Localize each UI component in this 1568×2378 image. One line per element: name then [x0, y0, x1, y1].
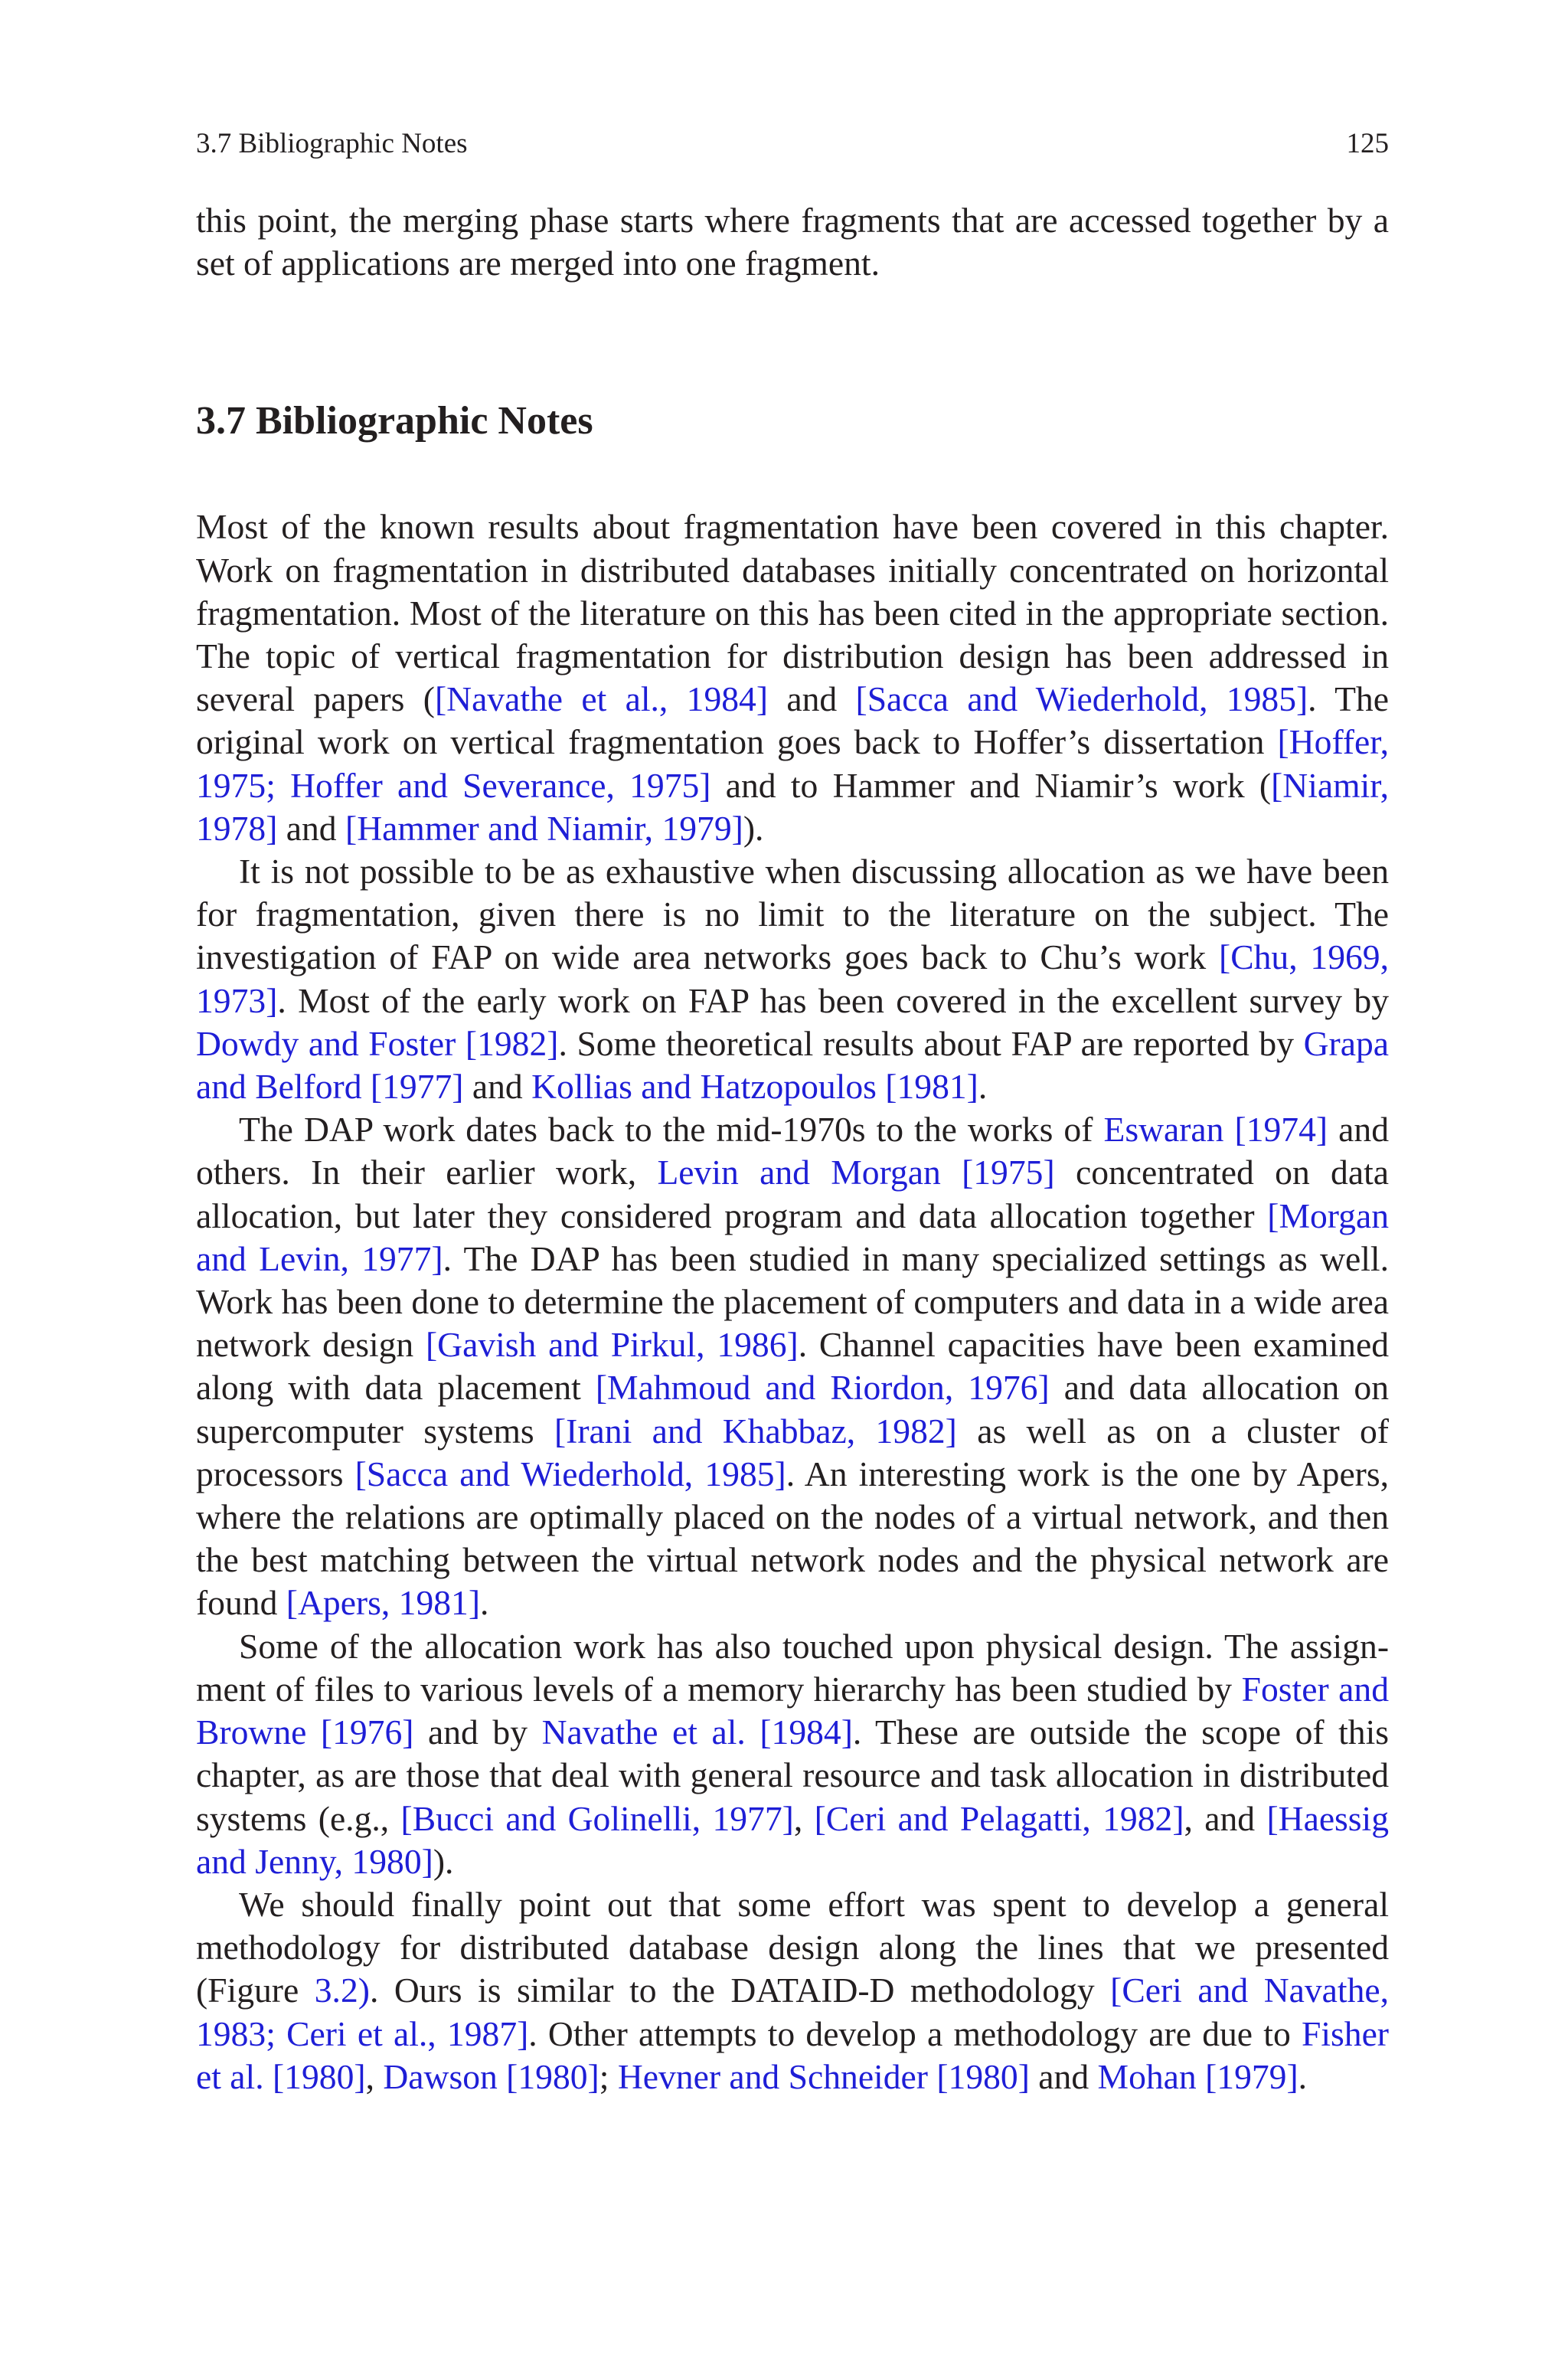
citation-link[interactable]: Mohan [1979]: [1097, 2056, 1298, 2096]
paragraph-text: ).: [743, 808, 764, 848]
body-paragraph: [196, 850, 1389, 1108]
citation-link[interactable]: Grapa and Belford [1977]: [196, 1023, 1389, 1107]
citation-link[interactable]: [Ceri and Pelagatti, 1982]: [814, 1798, 1184, 1838]
citation-link[interactable]: [Navathe et al., 1984]: [434, 679, 769, 719]
paragraph-text: . Other attempts to develop a methodology are due to: [528, 2013, 1302, 2053]
paragraph-text: and: [1029, 2056, 1098, 2096]
citation-link[interactable]: [Mahmoud and Riordon, 1976]: [595, 1368, 1050, 1408]
citation-link[interactable]: [Gavish and Pirkul, 1986]: [425, 1325, 799, 1365]
citation-link[interactable]: Dowdy and Foster [1982]: [196, 1023, 559, 1063]
citation-link[interactable]: [Sacca and Wiederhold, 1985]: [354, 1454, 786, 1493]
citation-link[interactable]: Foster and Browne [1976]: [196, 1669, 1389, 1752]
citation-link[interactable]: 3.2): [314, 1971, 370, 2010]
continued-paragraph: this point, the merging phase starts where fragments that are accessed together by a set of applications are merged into one fragment.: [196, 201, 1389, 283]
paragraph-text: We should finally point out that some effort was spent to develop a general methodology for distributed database design along the lines that we presented (Figure: [196, 1884, 1389, 2010]
body-paragraph: [196, 505, 1389, 850]
paragraph-text: and data allocation on supercomputer systems: [196, 1368, 1389, 1451]
citation-link[interactable]: [Hoffer, 1975; Hoffer and Severance, 1975]: [196, 722, 1389, 805]
citation-link[interactable]: Kollias and Hatzopoulos [1981]: [531, 1067, 978, 1107]
section-heading: 3.7 Bibliographic Notes: [196, 399, 593, 443]
paragraph-text: .: [978, 1067, 988, 1107]
running-head: [196, 127, 1389, 161]
citation-link[interactable]: [Hammer and Niamir, 1979]: [345, 808, 743, 848]
citation-link[interactable]: Eswaran [1974]: [1103, 1110, 1328, 1150]
body-paragraph: [196, 1625, 1389, 1883]
citation-link[interactable]: [Chu, 1969, 1973]: [196, 937, 1389, 1020]
paragraph-text: ,: [365, 2056, 384, 2096]
paragraph-text: Some of the allocation work has also touched upon physical design. The assignment of files to various levels of a memory hierarchy has been studied by: [196, 1626, 1389, 1709]
citation-link[interactable]: [Irani and Khabbaz, 1982]: [554, 1411, 957, 1451]
page-number: 125: [1346, 128, 1389, 159]
paragraph-text: and by: [413, 1712, 542, 1752]
paragraph-text: . Ours is similar to the DATAID-D methodology: [369, 1971, 1111, 2010]
paragraph-text: . Most of the early work on FAP has been covered in the excellent survey by: [277, 980, 1389, 1020]
paragraph-text: . These are outside the scope of this chapter, as are those that deal with general resource and task allocation in distributed systems (e.g.,: [196, 1712, 1389, 1838]
citation-link[interactable]: Hevner and Schneider [1980]: [617, 2056, 1030, 2096]
paragraph-text: . The DAP has been studied in many specialized settings as well. Work has been done to determine the placement of computers and data in a wide area network design: [196, 1238, 1389, 1365]
citation-link[interactable]: [Bucci and Golinelli, 1977]: [400, 1798, 794, 1838]
body-paragraph: [196, 1108, 1389, 1624]
citation-link[interactable]: [Sacca and Wiederhold, 1985]: [855, 679, 1308, 719]
citation-link[interactable]: [Haessig and Jenny, 1980]: [196, 1798, 1390, 1881]
paragraph-text: ;: [599, 2056, 618, 2096]
citation-link[interactable]: [Morgan and Levin, 1977]: [196, 1196, 1389, 1278]
paragraph-text: and: [463, 1067, 532, 1107]
running-head-section: 3.7 Bibliographic Notes: [196, 128, 468, 159]
paragraph-text: concentrated on data allocation, but later they considered program and data allocation together: [196, 1153, 1389, 1235]
paragraph-text: .: [1298, 2056, 1308, 2096]
paragraph-text: The DAP work dates back to the mid-1970s to the works of: [239, 1110, 1104, 1150]
paragraph-text: . Some theoretical results about FAP are reported by: [558, 1023, 1304, 1063]
page-content: [196, 199, 1389, 2098]
body-paragraph: [196, 1883, 1389, 2098]
citation-link[interactable]: Levin and Morgan [1975]: [657, 1153, 1055, 1192]
paragraph-text: . The original work on vertical fragmentation goes back to Hoffer’s dissertation: [196, 679, 1389, 762]
paragraph-text: Most of the known results about fragmentation have been covered in this chapter. Work on fragmentation in distributed databases initially concentrated on horizontal fragmentation. Most of the literature on this has been cited in the appropriate section. The topic of vertical fragmentation for distribution design has been addressed in several papers (: [196, 507, 1389, 719]
paragraph-text: ,: [793, 1798, 815, 1838]
citation-link[interactable]: [Apers, 1981]: [286, 1583, 481, 1623]
paragraph-text: ).: [433, 1841, 454, 1881]
citation-link[interactable]: [Ceri and Navathe, 1983; Ceri et al., 1987]: [196, 1971, 1389, 2053]
paragraph-text: , and: [1184, 1798, 1267, 1838]
paragraph-text: It is not possible to be as exhaustive when discussing allocation as we have been for fragmentation, given there is no limit to the literature on the subject. The investigation of FAP on wide area networks goes back to Chu’s work: [196, 852, 1389, 977]
paragraph-text: and others. In their earlier work,: [196, 1110, 1389, 1192]
citation-link[interactable]: Dawson [1980]: [383, 2056, 599, 2096]
paragraph-text: . An interesting work is the one by Apers, where the relations are optimally placed on the nodes of a virtual network, and then the best matching between the virtual network nodes and the physical network are found: [196, 1454, 1390, 1623]
paragraph-text: . Channel capacities have been examined along with data placement: [196, 1325, 1389, 1408]
paragraph-text: and: [768, 679, 856, 719]
paragraph-text: .: [480, 1583, 489, 1623]
paragraph-text: and: [277, 808, 346, 848]
paragraph-text: as well as on a cluster of processors: [196, 1411, 1389, 1493]
citation-link[interactable]: [Niamir, 1978]: [196, 765, 1389, 848]
citation-link[interactable]: Navathe et al. [1984]: [541, 1712, 853, 1752]
citation-link[interactable]: Fisher et al. [1980]: [196, 2013, 1389, 2096]
paragraph-text: and to Hammer and Niamir’s work (: [710, 765, 1272, 805]
